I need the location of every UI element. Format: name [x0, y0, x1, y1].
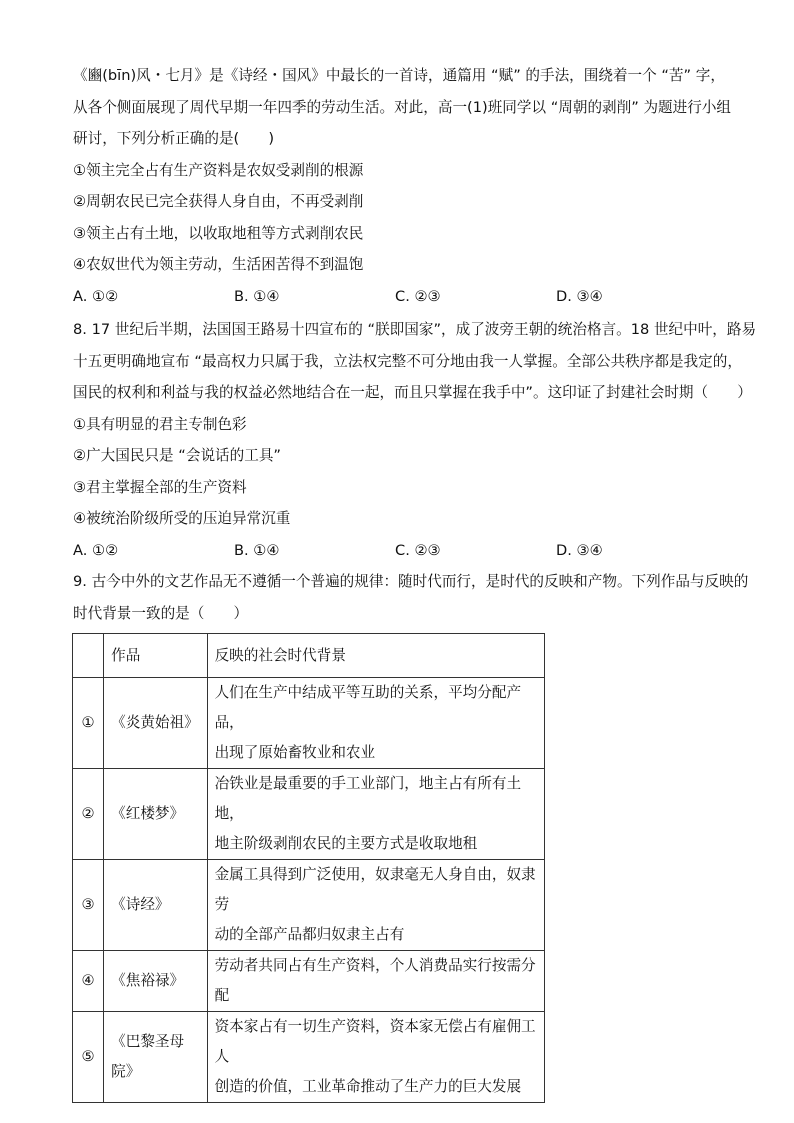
era-background-line: 人们在生产中结成平等互助的关系，平均分配产品， — [214, 684, 522, 731]
era-background-line: 动的全部产品都归奴隶主占有 — [214, 926, 405, 943]
q8-option-b[interactable]: B. ①④ — [234, 541, 280, 559]
work-title: 《焦裕禄》 — [104, 951, 207, 1012]
row-number: ① — [73, 678, 104, 769]
q8-options — [73, 535, 723, 567]
q7-option-a[interactable]: A. ①② — [73, 287, 119, 305]
q8-stem-line: 国民的权利和利益与我的权益必然地结合在一起，而且只掌握在我手中”。这印证了封建社会时期（ ） — [73, 384, 752, 401]
era-background-line: 冶铁业是最重要的手工业部门，地主占有所有土地， — [214, 775, 522, 822]
table-header-row — [73, 634, 545, 678]
q9-stem-line: 9. 古今中外的文艺作品无不遵循一个普遍的规律：随时代而行，是时代的反映和产物。下列作品与反映的 — [73, 573, 749, 590]
work-title-line: 院》 — [111, 1063, 141, 1080]
table-row — [73, 678, 545, 769]
era-background-line: 出现了原始畜牧业和农业 — [214, 744, 376, 761]
q7-stem-line: 研讨，下列分析正确的是( ) — [73, 130, 275, 147]
q8-option-d[interactable]: D. ③④ — [556, 541, 603, 559]
q8-statement: ④被统治阶级所受的压迫异常沉重 — [73, 510, 291, 527]
table-row — [73, 1012, 545, 1103]
table-row — [73, 860, 545, 951]
row-number: ⑤ — [73, 1012, 104, 1103]
row-number: ② — [73, 769, 104, 860]
q8-statement: ③君主掌握全部的生产资料 — [73, 478, 247, 496]
q9-stem-line: 时代背景一致的是（ ） — [73, 604, 249, 622]
q7-option-d[interactable]: D. ③④ — [556, 287, 603, 305]
exam-page — [73, 60, 757, 629]
q7-stem-line: 《豳(bīn)风・七月》是《诗经・国风》中最长的一首诗，通篇用 “赋” 的手法，围绕着一个 “苦” 字， — [73, 67, 725, 84]
era-background-line: 金属工具得到广泛使用，奴隶毫无人身自由，奴隶劳 — [214, 866, 536, 913]
question-8 — [73, 314, 757, 566]
era-background-line: 劳动者共同占有生产资料，个人消费品实行按需分配 — [214, 957, 536, 1004]
q7-stem-line: 从各个侧面展现了周代早期一年四季的劳动生活。对此，高一(1)班同学以 “周朝的剥削” 为题进行小组 — [73, 98, 732, 116]
work-title-line: 《巴黎圣母 — [111, 1033, 185, 1050]
q8-statement: ②广大国民只是 “会说话的工具” — [73, 447, 281, 464]
table-header-cell: 反映的社会时代背景 — [207, 634, 544, 678]
q8-option-a[interactable]: A. ①② — [73, 541, 119, 559]
era-background — [207, 769, 544, 860]
era-background — [207, 860, 544, 951]
question-9 — [73, 566, 749, 629]
q8-statement: ①具有明显的君主专制色彩 — [73, 415, 247, 433]
q8-stem-line: 8. 17 世纪后半期，法国国王路易十四宣布的 “朕即国家”，成了波旁王朝的统治格言。18 世纪中叶，路易 — [73, 321, 757, 338]
table-row — [73, 951, 545, 1012]
era-background-line: 资本家占有一切生产资料，资本家无偿占有雇佣工人 — [214, 1018, 536, 1065]
q7-statement: ③领主占有土地，以收取地租等方式剥削农民 — [73, 224, 364, 242]
q7-statement: ①领主完全占有生产资料是农奴受剥削的根源 — [73, 161, 364, 179]
era-background — [207, 1012, 544, 1103]
q8-stem-line: 十五更明确地宣布 “最高权力只属于我，立法权完整不可分地由我一人掌握。全部公共秩序都是我定的， — [73, 352, 742, 370]
q7-statement: ④农奴世代为领主劳动，生活困苦得不到温饱 — [73, 256, 364, 273]
era-background-line: 地主阶级剥削农民的主要方式是收取地租 — [214, 835, 478, 852]
q7-option-b[interactable]: B. ①④ — [234, 287, 280, 305]
era-background — [207, 678, 544, 769]
q8-option-c[interactable]: C. ②③ — [395, 541, 441, 559]
works-table — [72, 633, 545, 1103]
table-row — [73, 769, 545, 860]
era-background — [207, 951, 544, 1012]
table-header-cell: 作品 — [104, 634, 207, 678]
work-title: 《炎黄始祖》 — [104, 678, 207, 769]
work-title: 《红楼梦》 — [104, 769, 207, 860]
q7-option-c[interactable]: C. ②③ — [395, 287, 441, 305]
era-background-line: 创造的价值，工业革命推动了生产力的巨大发展 — [214, 1078, 522, 1095]
row-number: ③ — [73, 860, 104, 951]
row-number: ④ — [73, 951, 104, 1012]
table-header-cell — [73, 634, 104, 678]
work-title — [104, 1012, 207, 1103]
question-7 — [73, 60, 732, 312]
q7-statement: ②周朝农民已完全获得人身自由，不再受剥削 — [73, 193, 364, 210]
q7-options — [73, 281, 723, 313]
work-title: 《诗经》 — [104, 860, 207, 951]
